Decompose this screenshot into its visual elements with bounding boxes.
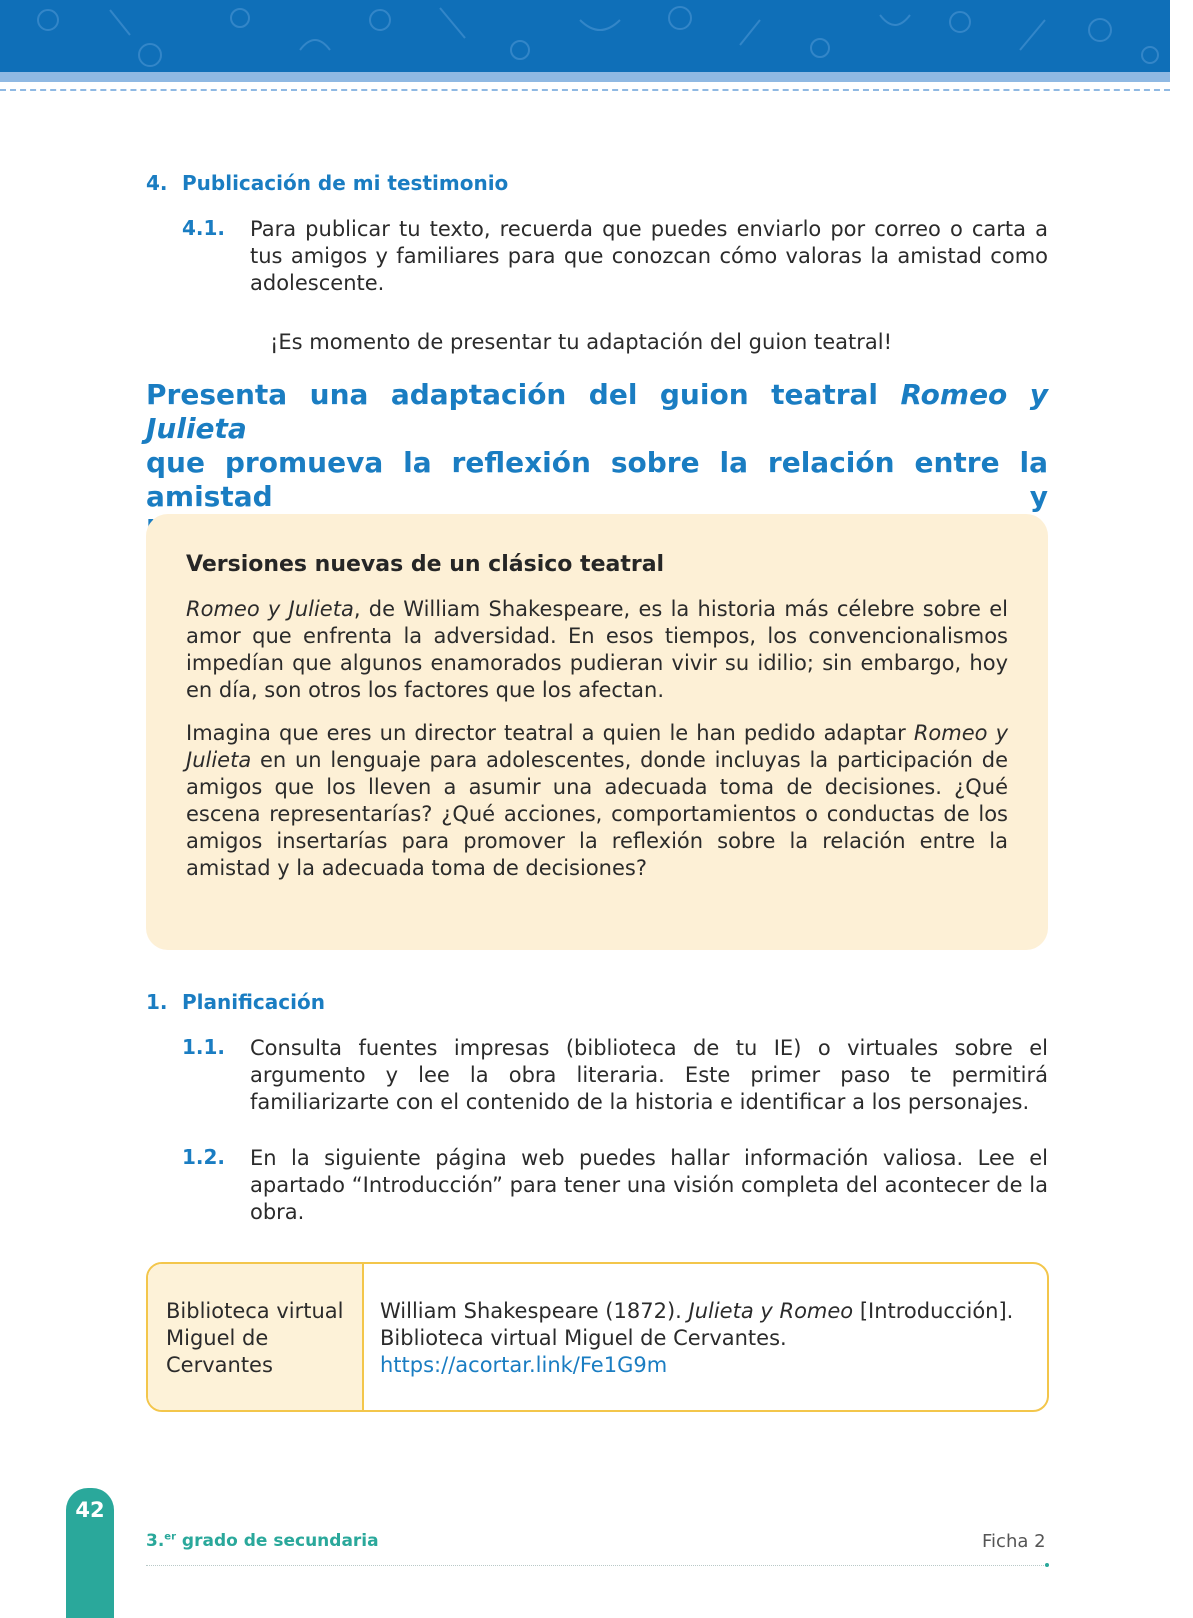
section-number: 4.: [146, 171, 168, 195]
list-item: [182, 1035, 1048, 1117]
item-number: 4.1.: [182, 216, 226, 240]
moment-text: ¡Es momento de presentar tu adaptación del guion teatral!: [270, 330, 892, 354]
info-box: [146, 514, 1048, 950]
reference-source-cell: [148, 1264, 364, 1410]
footer-dot-icon: [1045, 1563, 1049, 1567]
item-text: Consulta fuentes impresas (biblioteca de tu IE) o virtuales sobre el argumento y lee la obra literaria. Este primer paso te permitirá familiarizarte con el contenido de la historia e identificar a los personajes.: [250, 1036, 1048, 1114]
header-banner: [0, 0, 1170, 72]
footer-divider: [146, 1565, 1046, 1566]
headline-line-2: que promueva la reflexión sobre la relación entre la amistad y: [146, 446, 1048, 513]
item-text: Para publicar tu texto, recuerda que puedes enviarlo por correo o carta a tus amigos y familiares para que conozcan cómo valoras la amistad como adolescente.: [250, 217, 1048, 295]
headline-line-1: Presenta una adaptación del guion teatral Romeo y Julieta: [146, 378, 1048, 445]
header-strip: [0, 72, 1170, 82]
doodle-pattern-icon: [0, 0, 1170, 72]
section-heading-planificacion: [146, 990, 325, 1014]
page-number: 42: [75, 1498, 105, 1522]
reference-source: Biblioteca virtual Miguel de Cervantes: [166, 1299, 344, 1377]
list-item: [182, 1145, 1048, 1227]
info-box-paragraph-1: Romeo y Julieta, de William Shakespeare, es la historia más célebre sobre el amor que enfrenta la adversidad. En esos tiempos, los convencionalismos impedían que algunos enamorados pudieran vivir su idilio; sin embargo, hoy en día, son otros los factores que los afectan.: [186, 597, 1008, 702]
item-text: En la siguiente página web puedes hallar información valiosa. Lee el apartado “Introducción” para tener una visión completa del acontecer de la obra.: [250, 1146, 1048, 1224]
reference-link[interactable]: https://acortar.link/Fe1G9m: [380, 1353, 668, 1377]
header-dashed-divider: [0, 89, 1170, 91]
list-item: [182, 216, 1048, 296]
section-heading-publicacion: [146, 171, 508, 195]
reference-table: [146, 1262, 1049, 1412]
item-number: 1.2.: [182, 1145, 226, 1169]
reference-citation: William Shakespeare (1872). Julieta y Romeo [Introducción]. Biblioteca virtual Miguel de Cervantes. https://acortar.link/Fe1G9m: [380, 1299, 1014, 1377]
info-box-title: Versiones nuevas de un clásico teatral: [186, 552, 665, 577]
page-number-tab: [66, 1488, 114, 1618]
item-number: 1.1.: [182, 1035, 226, 1059]
section-number: 1.: [146, 990, 168, 1014]
grade-label: 3.$^{er}$ grado de secundaria: [146, 1531, 379, 1551]
ficha-label: Ficha 2: [982, 1531, 1046, 1552]
section-title: Planificación: [182, 990, 325, 1014]
section-title: Publicación de mi testimonio: [182, 171, 509, 195]
info-box-paragraph-2: Imagina que eres un director teatral a quien le han pedido adaptar Romeo y Julieta en un lenguaje para adolescentes, donde incluyas la participación de amigos que los lleven a asumir una adecuada toma de decisiones. ¿Qué escena representarías? ¿Qué acciones, comportamientos o conductas de los amigos insertarías para promover la reflexión sobre la relación entre la amistad y la adecuada toma de decisiones?: [186, 721, 1009, 880]
headline-play-title: Romeo y Julieta: [146, 378, 1048, 445]
